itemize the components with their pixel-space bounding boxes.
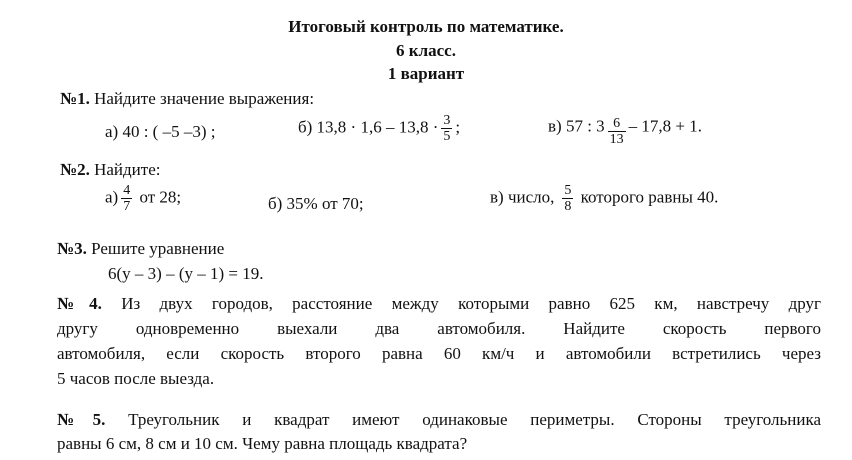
task5-number: №5.	[57, 410, 106, 429]
variant-label: 1 вариант	[387, 64, 465, 83]
fraction-denominator: 8	[564, 199, 572, 214]
task1-b-fraction	[441, 113, 452, 144]
task2-c-fraction	[562, 183, 573, 214]
fraction-denominator: 7	[123, 199, 131, 214]
task2-a-label: а)	[105, 187, 119, 207]
fraction-numerator: 3	[443, 113, 451, 128]
fraction-numerator: 6	[608, 116, 626, 132]
task3-equation: 6(y – 3) – (y – 1) = 19.	[108, 264, 264, 283]
task1-c	[548, 116, 703, 147]
task5-line1	[57, 410, 821, 430]
task2-a-text: от 28;	[139, 187, 182, 207]
task1-c-expr: в) 57 : 3	[548, 116, 605, 136]
task1-heading	[60, 89, 314, 109]
task1-text: Найдите значение выражения:	[89, 89, 315, 108]
task2-a	[105, 183, 181, 214]
task4-number: №4.	[57, 294, 102, 313]
task1-b-end: ;	[455, 117, 461, 137]
task3-text: Решите уравнение	[86, 239, 225, 258]
task2-a-fraction	[121, 183, 132, 214]
task2-heading	[60, 160, 160, 180]
task2-c	[490, 183, 718, 214]
task4-line2: другу одновременно выехали два автомобиля. Найдите скорость первого	[57, 319, 821, 338]
fraction-numerator: 4	[123, 183, 131, 198]
task5-text-1: Треугольник и квадрат имеют одинаковые периметры. Стороны треугольника	[128, 410, 821, 429]
task1-c-fraction	[608, 116, 626, 147]
task5-line2: равны 6 см, 8 см и 10 см. Чему равна площадь квадрата?	[57, 434, 468, 453]
task4-line1	[57, 294, 821, 314]
task2-c-label: в) число,	[490, 187, 555, 207]
task2-b: б) 35% от 70;	[268, 194, 364, 213]
task1-b-expr: б) 13,8 · 1,6 – 13,8 ·	[298, 117, 439, 137]
task4-line3: автомобиля, если скорость второго равна 60 км/ч и автомобили встретились через	[57, 344, 821, 363]
task1-a: а) 40 : ( –5 –3) ;	[105, 122, 216, 141]
task3-heading	[57, 239, 224, 259]
task2-c-text: которого равны 40.	[580, 187, 719, 207]
task2-text: Найдите:	[89, 160, 161, 179]
task4-line4: 5 часов после выезда.	[57, 369, 215, 388]
task4-text-1: Из двух городов, расстояние между которыми равно 625 км, навстречу друг	[121, 294, 821, 313]
task2-number: №2.	[60, 160, 90, 179]
fraction-denominator: 5	[443, 129, 451, 144]
doc-title: Итоговый контроль по математике.	[288, 17, 564, 36]
grade-label: 6 класс.	[396, 41, 456, 60]
task3-number: №3.	[57, 239, 87, 258]
fraction-numerator: 5	[564, 183, 572, 198]
task1-number: №1.	[60, 89, 90, 108]
task1-b	[298, 113, 460, 144]
task1-c-end: – 17,8 + 1.	[628, 116, 703, 136]
fraction-denominator: 13	[609, 132, 624, 147]
